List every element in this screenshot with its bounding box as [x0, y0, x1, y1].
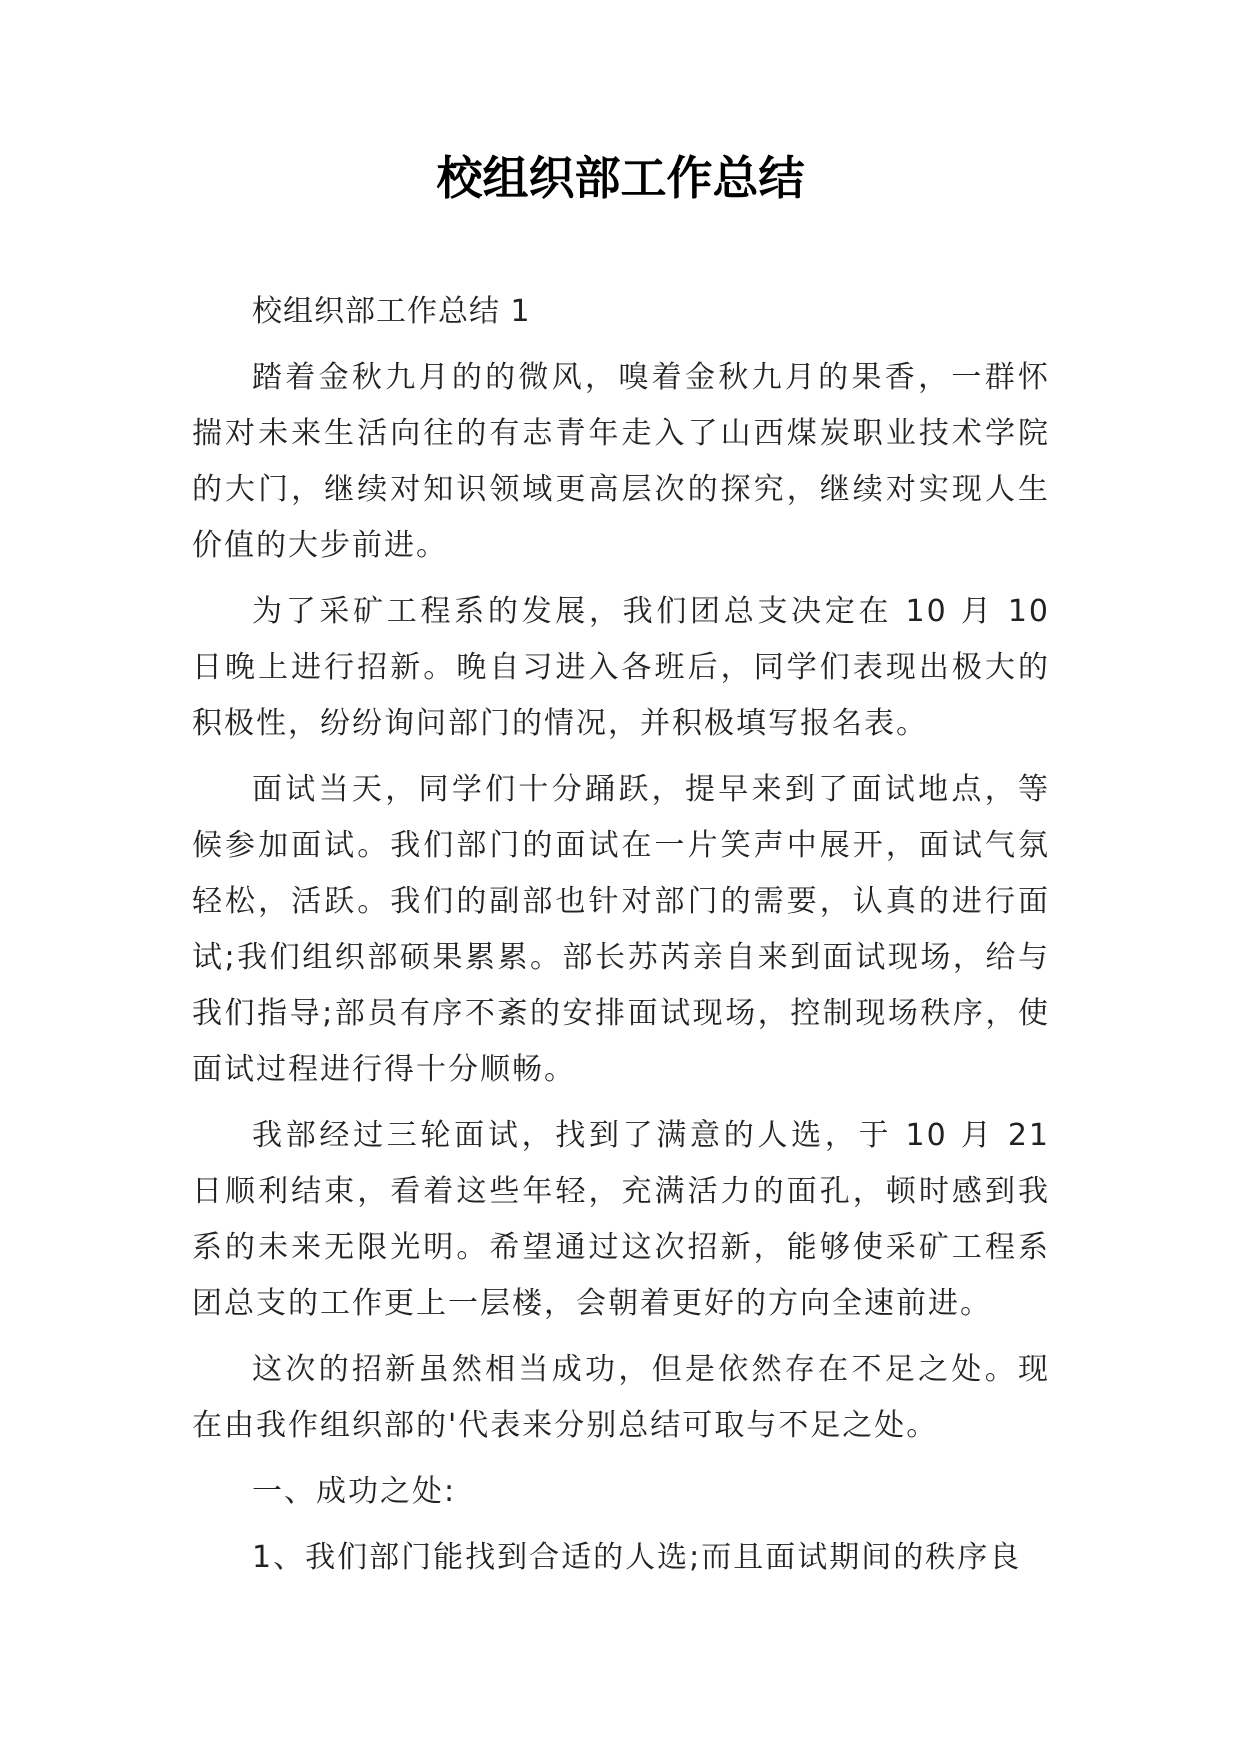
- document-body: [192, 284, 1050, 1596]
- section-heading: 校组织部工作总结 1: [252, 294, 531, 329]
- paragraph-summary: 这次的招新虽然相当成功，但是依然存在不足之处。现在由我作组织部的'代表来分别总结可取与不足之处。: [192, 1352, 1050, 1443]
- paragraph-success-item-1: 1、我们部门能找到合适的人选;而且面试期间的秩序良: [252, 1540, 1022, 1575]
- document-title: 校组织部工作总结: [436, 151, 805, 205]
- paragraph-intro: 踏着金秋九月的的微风，嗅着金秋九月的果香，一群怀揣对未来生活向往的有志青年走入了山西煤炭职业技术学院的大门，继续对知识领域更高层次的探究，继续对实现人生价值的大步前进。: [192, 360, 1050, 563]
- paragraph-recruitment: 为了采矿工程系的发展，我们团总支决定在 10 月 10 日晚上进行招新。晚自习进入各班后，同学们表现出极大的积极性，纷纷询问部门的情况，并积极填写报名表。: [192, 594, 1050, 741]
- paragraph-results: 我部经过三轮面试，找到了满意的人选，于 10 月 21 日顺利结束，看着这些年轻，充满活力的面孔，顿时感到我系的未来无限光明。希望通过这次招新，能够使采矿工程系团总支的工作更上一层楼，会朝着更好的方向全速前进。: [192, 1118, 1050, 1321]
- paragraph-interview-day: 面试当天，同学们十分踊跃，提早来到了面试地点，等候参加面试。我们部门的面试在一片笑声中展开，面试气氛轻松，活跃。我们的副部也针对部门的需要，认真的进行面试;我们组织部硕果累累。部长苏芮亲自来到面试现场，给与我们指导;部员有序不紊的安排面试现场，控制现场秩序，使面试过程进行得十分顺畅。: [192, 772, 1050, 1087]
- paragraph-success-heading: 一、成功之处:: [252, 1474, 457, 1509]
